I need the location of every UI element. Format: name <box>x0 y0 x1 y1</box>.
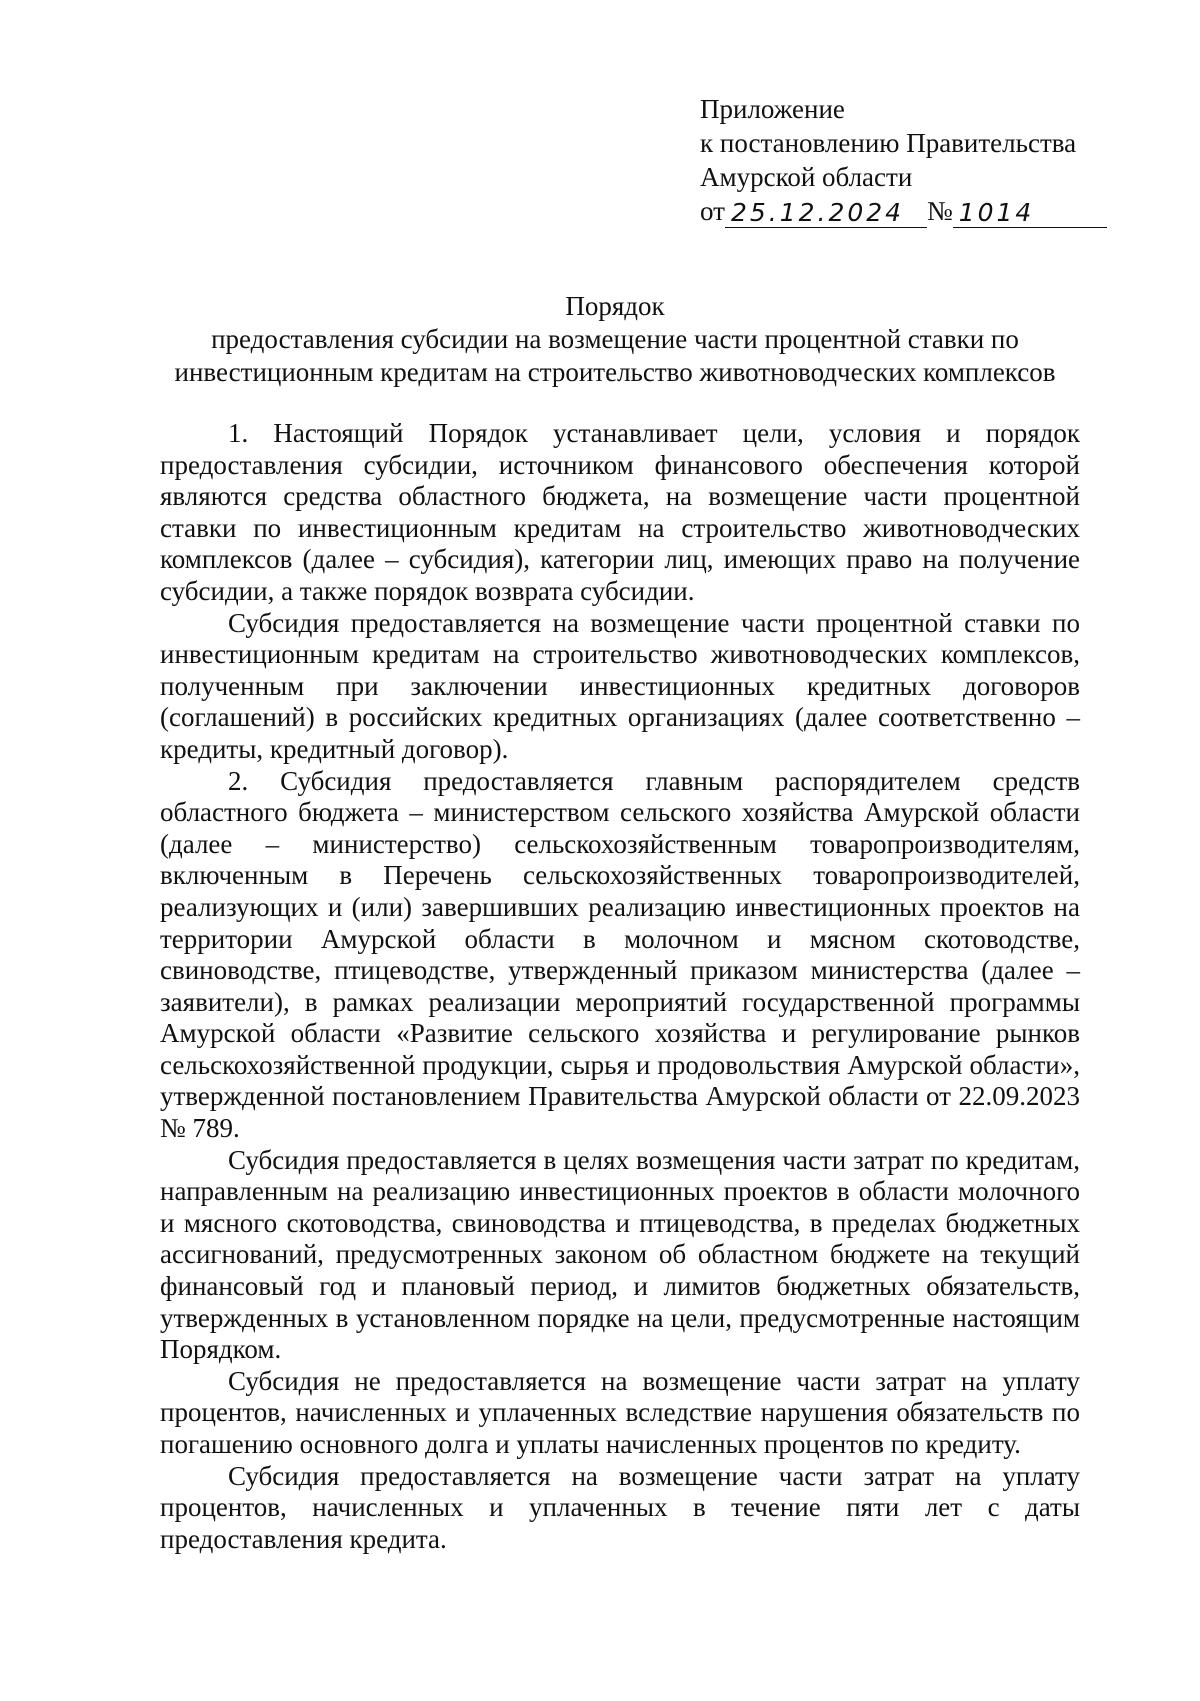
handwritten-number: 1014 <box>953 199 1107 228</box>
title-line-1: предоставления субсидии на возмещение части процентной ставки по <box>211 324 1019 354</box>
title-line-2: инвестиционным кредитам на строительство животноводческих комплексов <box>174 357 1056 387</box>
appendix-date-line <box>700 194 1140 228</box>
paragraph-3: 2. Субсидия предоставляется главным распорядителем средств областного бюджета – министерством сельского хозяйства Амурской области (далее – министерство) сельскохозяйственным товаропроизводителям, включенным в Перечень сельскохозяйственных товаропроизводителей, реализующих и (или) завершивших реализацию инвестиционных проектов на территории Амурской области в молочном и мясном скотоводстве, свиноводстве, птицеводстве, утвержденный приказом министерства (далее – заявители), в рамках реализации мероприятий государственной программы Амурской области «Развитие сельского хозяйства и регулирование рынков сельскохозяйственной продукции, сырья и продовольствия Амурской области», утвержденной постановлением Правительства Амурской области от 22.09.2023 № 789. <box>160 765 1080 1144</box>
number-label: № <box>926 196 953 226</box>
document-title <box>150 290 1080 389</box>
appendix-title: Приложение <box>700 94 845 124</box>
paragraph-4: Субсидия предоставляется в целях возмещения части затрат по кредитам, направленным на реализацию инвестиционных проектов в области молочного и мясного скотоводства, свиноводства и птицеводства, в пределах бюджетных ассигнований, предусмотренных законом об областном бюджете на текущий финансовый год и плановый период, и лимитов бюджетных обязательств, утвержденных в установленном порядке на цели, предусмотренные настоящим Порядком. <box>160 1144 1080 1365</box>
paragraph-6: Субсидия предоставляется на возмещение части затрат на уплату процентов, начисленных и уплаченных в течение пяти лет с даты предоставления кредита. <box>160 1460 1080 1554</box>
appendix-region-line: Амурской области <box>700 162 913 192</box>
paragraph-1: 1. Настоящий Порядок устанавливает цели, условия и порядок предоставления субсидии, источником финансового обеспечения которой являются средства областного бюджета, на возмещение части процентной ставки по инвестиционным кредитам на строительство животноводческих комплексов (далее – субсидия), категории лиц, имеющих право на получение субсидии, а также порядок возврата субсидии. <box>160 418 1080 606</box>
appendix-resolution-line: к постановлению Правительства <box>700 128 1077 158</box>
appendix-block <box>700 92 1140 228</box>
from-label: от <box>700 196 725 226</box>
paragraph-2: Субсидия предоставляется на возмещение части процентной ставки по инвестиционным кредитам на строительство животноводческих комплексов, полученным при заключении инвестиционных кредитных договоров (соглашений) в российских кредитных организациях (далее соответственно – кредиты, кредитный договор). <box>160 607 1080 764</box>
title-heading: Порядок <box>565 291 665 321</box>
handwritten-date: 25.12.2024 <box>725 199 927 228</box>
document-body <box>160 418 1080 1555</box>
paragraph-5: Субсидия не предоставляется на возмещение части затрат на уплату процентов, начисленных и уплаченных вследствие нарушения обязательств по погашению основного долга и уплаты начисленных процентов по кредиту. <box>160 1365 1080 1459</box>
